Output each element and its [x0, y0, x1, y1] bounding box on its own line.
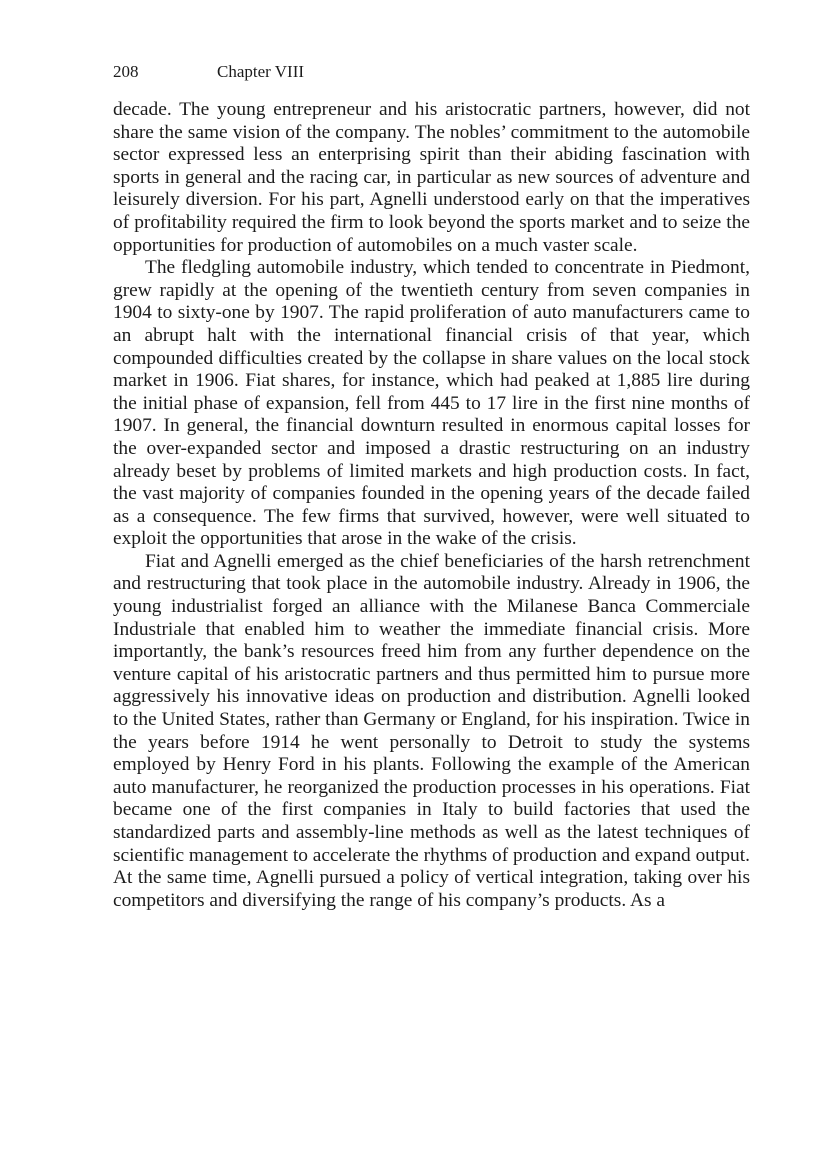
chapter-label: Chapter VIII	[217, 62, 305, 81]
paragraph-1: decade. The young entrepreneur and his aristocratic partners, however, did not share the same vision of the company. The nobles’ commitment to the automobile sector expressed less an enterprising spirit than their abiding fascination with sports in general and the racing car, in particular as new sources of adventure and leisurely diversion. For his part, Agnelli understood early on that the imperatives of profitability required the firm to look beyond the sports market and to seize the opportunities for production of automobiles on a much vaster scale.	[113, 99, 750, 256]
paragraph-2: The fledgling automobile industry, which tended to concentrate in Piedmont, grew rapidly at the opening of the twentieth century from seven companies in 1904 to sixty-one by 1907. The rapid proliferation of auto manufacturers came to an abrupt halt with the international financial crisis of that year, which compounded difficulties created by the collapse in share values on the local stock market in 1906. Fiat shares, for instance, which had peaked at 1,885 lire during the initial phase of expansion, fell from 445 to 17 lire in the first nine months of 1907. In general, the financial downturn resulted in enormous capital losses for the over-expanded sector and imposed a drastic restructuring on an industry already beset by problems of limited markets and high production costs. In fact, the vast majority of companies founded in the opening years of the decade failed as a consequence. The few firms that survived, however, were well situated to exploit the opportunities that arose in the wake of the crisis.	[113, 257, 750, 550]
paragraph-3: Fiat and Agnelli emerged as the chief beneficiaries of the harsh retrenchment and restructuring that took place in the automobile industry. Already in 1906, the young industrialist forged an alliance with the Milanese Banca Commerciale Industriale that enabled him to weather the immediate financial crisis. More importantly, the bank’s resources freed him from any further dependence on the venture capital of his aristocratic partners and thus permitted him to pursue more aggressively his innovative ideas on production and distribution. Agnelli looked to the United States, rather than Germany or England, for his inspiration. Twice in the years before 1914 he went personally to Detroit to study the systems employed by Henry Ford in his plants. Following the example of the American auto manufacturer, he reorganized the production processes in his operations. Fiat became one of the first companies in Italy to build factories that used the standardized parts and assembly-line methods as well as the latest techniques of scientific management to accelerate the rhythms of production and expand output. At the same time, Agnelli pursued a policy of vertical integration, taking over his competitors and diversifying the range of his company’s products. As a	[113, 550, 750, 911]
body-text	[113, 99, 750, 912]
page-number: 208	[113, 62, 139, 81]
running-head	[113, 62, 753, 88]
